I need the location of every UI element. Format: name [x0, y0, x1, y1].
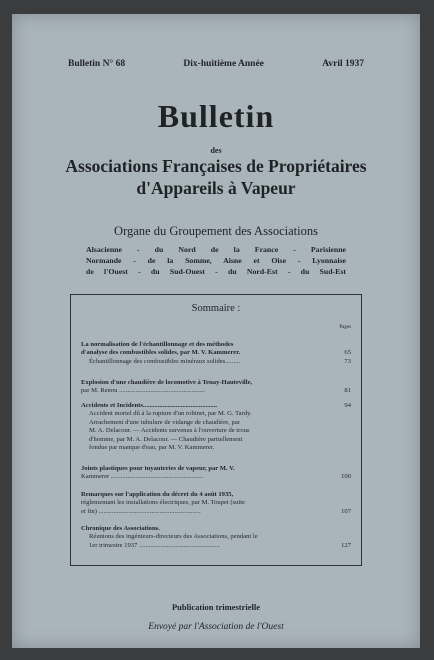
toc-entry — [81, 379, 351, 396]
toc-line — [81, 508, 351, 516]
sender-line: Envoyé par l'Association de l'Ouest — [148, 622, 284, 632]
bulletin-number: Bulletin N° 68 — [68, 59, 126, 69]
toc-page: 100 — [341, 473, 351, 481]
toc-page: 81 — [344, 387, 351, 395]
toc-entry — [81, 525, 351, 550]
toc-line-text: Accident mortel dû à la rupture d'un robinet, par M. G. Tardy. — [89, 410, 252, 418]
toc-line-text: Accidents et Incidents............................................. — [81, 402, 218, 409]
toc-line-text: Chronique des Associations. — [81, 525, 160, 532]
regions-line: de l'Ouest - du Sud-Ouest - du Nord-Est - du Sud-Est — [86, 267, 346, 276]
toc-entry — [81, 465, 351, 482]
toc-line-text: Arrachement d'une tubulure de vidange de chaudière, par — [89, 418, 240, 426]
toc-line — [81, 525, 351, 533]
bulletin-cover — [12, 14, 420, 648]
toc-line — [81, 402, 351, 410]
toc-page: 73 — [344, 357, 351, 365]
table-of-contents — [70, 294, 362, 566]
toc-entry — [81, 341, 351, 366]
masthead — [68, 59, 364, 69]
association-name-line-2: d'Appareils à Vapeur — [136, 178, 296, 198]
toc-line — [81, 465, 351, 473]
toc-line-text: 1er trimestre 1937 ................................................. — [89, 541, 220, 549]
toc-line-text: fondue par manque d'eau, par M. V. Kammerer. — [89, 444, 215, 452]
title-connector: des — [210, 146, 222, 155]
toc-line-text: Kammerer ........................................................ — [81, 473, 204, 481]
toc-line — [81, 379, 351, 387]
regions-list — [86, 244, 346, 277]
toc-line — [81, 491, 351, 499]
toc-line-text: Explosion d'une chaudière de locomotive à Tenay-Hauteville, — [81, 379, 253, 386]
cover-title: Bulletin — [157, 98, 275, 134]
toc-line — [81, 542, 351, 550]
toc-line — [81, 358, 351, 366]
toc-line-text: d'homme, par M. A. Delacour. — Chaudière partiellement — [89, 435, 243, 443]
toc-line-text: et fin) .............................................................. — [81, 507, 201, 515]
toc-line — [81, 427, 351, 435]
toc-line-text: Joints plastiques pour tuyauteries de vapeur, par M. V. — [81, 465, 235, 472]
toc-line-text: réglementant les installations électriques, par M. Toupet (suite — [81, 499, 246, 507]
toc-line — [81, 473, 351, 481]
toc-entry — [81, 402, 351, 452]
toc-page: 127 — [341, 541, 351, 549]
toc-page: 65 — [344, 349, 351, 357]
toc-line-text: d'analyse des combustibles solides, par M. V. Kammerer. — [81, 349, 241, 357]
toc-line — [81, 499, 351, 507]
toc-page: 107 — [341, 507, 351, 515]
toc-line-text: La normalisation de l'échantillonnage et des méthodes — [81, 341, 234, 348]
pages-column-label: Pages — [339, 325, 351, 330]
toc-line — [81, 410, 351, 418]
toc-line — [81, 533, 351, 541]
regions-line: Alsacienne - du Nord de la France - Parisienne — [86, 245, 346, 254]
toc-line — [81, 436, 351, 444]
association-name-line-1: Associations Françaises de Propriétaires — [65, 156, 367, 176]
toc-line — [81, 419, 351, 427]
toc-entry — [81, 491, 351, 516]
toc-line-text: Réunions des ingénieurs-directeurs des Associations, pendant le — [89, 533, 258, 541]
sommaire-title: Sommaire : — [191, 303, 241, 314]
toc-line — [81, 387, 351, 395]
publication-date: Avril 1937 — [322, 59, 364, 69]
regions-line: Normande - de la Somme, Aisne et Oise - Lyonnaise — [86, 256, 346, 265]
toc-line — [81, 349, 351, 357]
toc-line — [81, 444, 351, 452]
organe-subtitle: Organe du Groupement des Associations — [114, 224, 318, 238]
toc-line-text: Échantillonnage des combustibles minéraux solides......... — [89, 357, 241, 365]
publication-frequency: Publication trimestrielle — [171, 602, 261, 612]
publication-year: Dix-huitième Année — [183, 59, 264, 69]
toc-page: 94 — [344, 402, 351, 409]
toc-line — [81, 341, 351, 349]
toc-line-text: Remarques sur l'application du décret du 4 août 1935, — [81, 491, 234, 498]
toc-line-text: par M. Renou .................................................... — [81, 387, 205, 395]
toc-line-text: M. A. Delacour. — Accidents survenus à l'ouverture de trous — [89, 427, 250, 435]
